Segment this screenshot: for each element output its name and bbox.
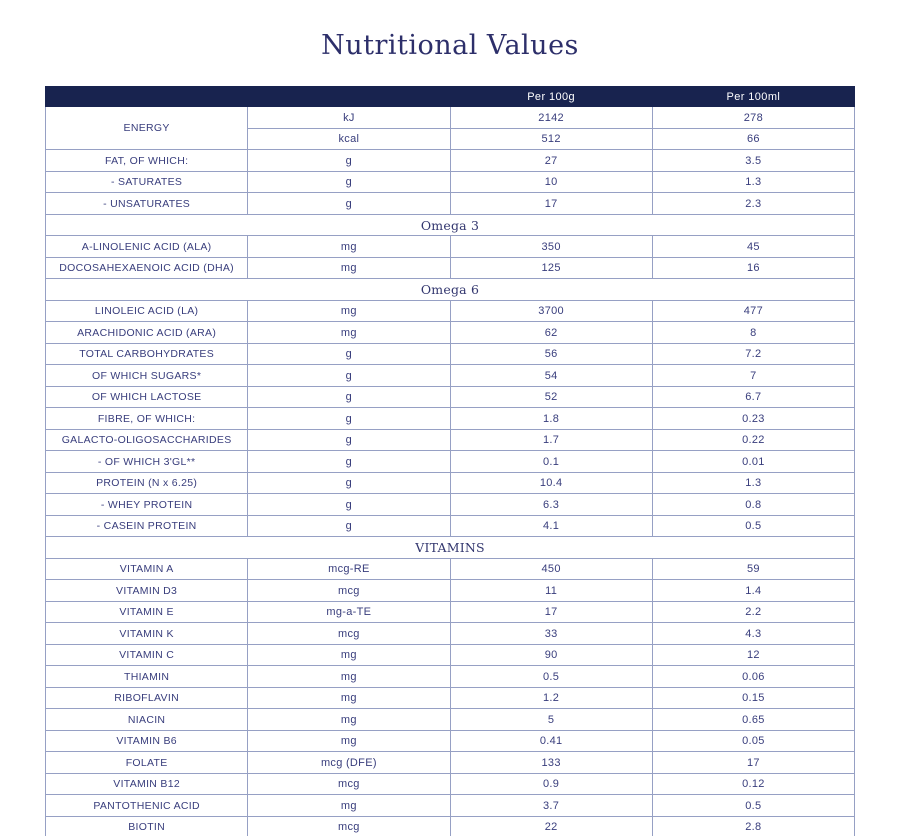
unit-cell: g bbox=[248, 515, 450, 537]
table-row bbox=[46, 558, 855, 580]
per-100g-value: 2142 bbox=[450, 107, 652, 129]
section-row bbox=[46, 214, 855, 236]
per-100ml-value: 16 bbox=[652, 257, 854, 279]
table-row bbox=[46, 644, 855, 666]
per-100ml-value: 8 bbox=[652, 322, 854, 344]
row-label: FAT, OF WHICH: bbox=[46, 150, 248, 172]
row-label: ARACHIDONIC ACID (ARA) bbox=[46, 322, 248, 344]
per-100ml-value: 0.01 bbox=[652, 451, 854, 473]
unit-cell: mcg bbox=[248, 816, 450, 836]
per-100g-value: 3.7 bbox=[450, 795, 652, 817]
row-label: ENERGY bbox=[46, 107, 248, 150]
unit-cell: kJ bbox=[248, 107, 450, 129]
per-100ml-value: 66 bbox=[652, 128, 854, 150]
table-row bbox=[46, 730, 855, 752]
table-row bbox=[46, 429, 855, 451]
table-row bbox=[46, 709, 855, 731]
row-label: BIOTIN bbox=[46, 816, 248, 836]
table-row bbox=[46, 580, 855, 602]
table-row bbox=[46, 451, 855, 473]
per-100g-value: 350 bbox=[450, 236, 652, 258]
per-100ml-value: 1.3 bbox=[652, 472, 854, 494]
unit-cell: mcg (DFE) bbox=[248, 752, 450, 774]
per-100g-value: 10.4 bbox=[450, 472, 652, 494]
unit-cell: g bbox=[248, 193, 450, 215]
row-label: VITAMIN A bbox=[46, 558, 248, 580]
row-label: FIBRE, OF WHICH: bbox=[46, 408, 248, 430]
per-100g-value: 1.2 bbox=[450, 687, 652, 709]
unit-cell: g bbox=[248, 494, 450, 516]
per-100ml-value: 2.2 bbox=[652, 601, 854, 623]
per-100ml-value: 45 bbox=[652, 236, 854, 258]
unit-cell: mg-a-TE bbox=[248, 601, 450, 623]
per-100g-value: 0.41 bbox=[450, 730, 652, 752]
per-100ml-value: 1.4 bbox=[652, 580, 854, 602]
row-label: THIAMIN bbox=[46, 666, 248, 688]
page-title: Nutritional Values bbox=[321, 30, 579, 61]
row-label: - OF WHICH 3'GL** bbox=[46, 451, 248, 473]
table-row bbox=[46, 300, 855, 322]
table-row bbox=[46, 687, 855, 709]
table-row bbox=[46, 408, 855, 430]
per-100g-value: 450 bbox=[450, 558, 652, 580]
table-row bbox=[46, 171, 855, 193]
row-label: NIACIN bbox=[46, 709, 248, 731]
per-100ml-value: 278 bbox=[652, 107, 854, 129]
unit-cell: mg bbox=[248, 709, 450, 731]
unit-cell: g bbox=[248, 472, 450, 494]
table-row bbox=[46, 472, 855, 494]
unit-cell: g bbox=[248, 365, 450, 387]
unit-cell: g bbox=[248, 171, 450, 193]
table-row bbox=[46, 257, 855, 279]
table-row bbox=[46, 816, 855, 836]
per-100g-value: 3700 bbox=[450, 300, 652, 322]
row-label: A-LINOLENIC ACID (ALA) bbox=[46, 236, 248, 258]
per-100g-value: 1.8 bbox=[450, 408, 652, 430]
per-100g-value: 33 bbox=[450, 623, 652, 645]
table-row bbox=[46, 494, 855, 516]
section-header: Omega 6 bbox=[46, 279, 855, 301]
per-100g-value: 90 bbox=[450, 644, 652, 666]
table-row bbox=[46, 773, 855, 795]
unit-cell: g bbox=[248, 343, 450, 365]
per-100ml-value: 7 bbox=[652, 365, 854, 387]
table-row bbox=[46, 515, 855, 537]
per-100ml-value: 4.3 bbox=[652, 623, 854, 645]
per-100ml-value: 0.65 bbox=[652, 709, 854, 731]
per-100ml-value: 12 bbox=[652, 644, 854, 666]
per-100ml-value: 7.2 bbox=[652, 343, 854, 365]
per-100g-value: 56 bbox=[450, 343, 652, 365]
header-empty-unit bbox=[248, 87, 450, 107]
table-row bbox=[46, 623, 855, 645]
table-row bbox=[46, 150, 855, 172]
section-row bbox=[46, 537, 855, 559]
per-100g-value: 6.3 bbox=[450, 494, 652, 516]
per-100g-value: 17 bbox=[450, 601, 652, 623]
table-row bbox=[46, 601, 855, 623]
section-row bbox=[46, 279, 855, 301]
per-100g-value: 4.1 bbox=[450, 515, 652, 537]
per-100ml-value: 1.3 bbox=[652, 171, 854, 193]
row-label: PROTEIN (N x 6.25) bbox=[46, 472, 248, 494]
per-100ml-value: 0.5 bbox=[652, 515, 854, 537]
row-label: VITAMIN B12 bbox=[46, 773, 248, 795]
row-label: RIBOFLAVIN bbox=[46, 687, 248, 709]
row-label: VITAMIN C bbox=[46, 644, 248, 666]
per-100g-value: 133 bbox=[450, 752, 652, 774]
per-100ml-value: 0.8 bbox=[652, 494, 854, 516]
row-label: GALACTO-OLIGOSACCHARIDES bbox=[46, 429, 248, 451]
row-label: VITAMIN D3 bbox=[46, 580, 248, 602]
per-100ml-value: 0.05 bbox=[652, 730, 854, 752]
table-header-row bbox=[46, 87, 855, 107]
unit-cell: mg bbox=[248, 257, 450, 279]
unit-cell: mcg-RE bbox=[248, 558, 450, 580]
per-100g-value: 1.7 bbox=[450, 429, 652, 451]
nutrition-table bbox=[45, 86, 855, 836]
per-100g-value: 17 bbox=[450, 193, 652, 215]
per-100g-value: 0.9 bbox=[450, 773, 652, 795]
unit-cell: mcg bbox=[248, 580, 450, 602]
per-100g-value: 52 bbox=[450, 386, 652, 408]
per-100ml-value: 2.8 bbox=[652, 816, 854, 836]
per-100ml-value: 0.5 bbox=[652, 795, 854, 817]
unit-cell: kcal bbox=[248, 128, 450, 150]
table-row bbox=[46, 795, 855, 817]
per-100ml-value: 6.7 bbox=[652, 386, 854, 408]
unit-cell: mg bbox=[248, 795, 450, 817]
table-row bbox=[46, 752, 855, 774]
table-row bbox=[46, 193, 855, 215]
row-label: - UNSATURATES bbox=[46, 193, 248, 215]
per-100ml-value: 59 bbox=[652, 558, 854, 580]
unit-cell: mcg bbox=[248, 623, 450, 645]
per-100ml-value: 0.06 bbox=[652, 666, 854, 688]
header-per-100g: Per 100g bbox=[450, 87, 652, 107]
table-row bbox=[46, 343, 855, 365]
table-row bbox=[46, 365, 855, 387]
unit-cell: mcg bbox=[248, 773, 450, 795]
row-label: OF WHICH LACTOSE bbox=[46, 386, 248, 408]
row-label: PANTOTHENIC ACID bbox=[46, 795, 248, 817]
row-label: - SATURATES bbox=[46, 171, 248, 193]
unit-cell: mg bbox=[248, 730, 450, 752]
unit-cell: g bbox=[248, 451, 450, 473]
row-label: VITAMIN E bbox=[46, 601, 248, 623]
unit-cell: g bbox=[248, 408, 450, 430]
per-100ml-value: 0.15 bbox=[652, 687, 854, 709]
per-100ml-value: 0.22 bbox=[652, 429, 854, 451]
unit-cell: mg bbox=[248, 644, 450, 666]
row-label: FOLATE bbox=[46, 752, 248, 774]
row-label: - WHEY PROTEIN bbox=[46, 494, 248, 516]
unit-cell: g bbox=[248, 386, 450, 408]
unit-cell: mg bbox=[248, 300, 450, 322]
per-100ml-value: 0.12 bbox=[652, 773, 854, 795]
per-100g-value: 0.5 bbox=[450, 666, 652, 688]
unit-cell: mg bbox=[248, 666, 450, 688]
header-per-100ml: Per 100ml bbox=[652, 87, 854, 107]
per-100g-value: 27 bbox=[450, 150, 652, 172]
header-empty-label bbox=[46, 87, 248, 107]
row-label: DOCOSAHEXAENOIC ACID (DHA) bbox=[46, 257, 248, 279]
section-header: VITAMINS bbox=[46, 537, 855, 559]
per-100g-value: 512 bbox=[450, 128, 652, 150]
per-100g-value: 54 bbox=[450, 365, 652, 387]
table-row bbox=[46, 107, 855, 129]
unit-cell: mg bbox=[248, 322, 450, 344]
per-100ml-value: 477 bbox=[652, 300, 854, 322]
row-label: LINOLEIC ACID (LA) bbox=[46, 300, 248, 322]
row-label: - CASEIN PROTEIN bbox=[46, 515, 248, 537]
row-label: VITAMIN K bbox=[46, 623, 248, 645]
row-label: VITAMIN B6 bbox=[46, 730, 248, 752]
per-100g-value: 125 bbox=[450, 257, 652, 279]
row-label: OF WHICH SUGARS* bbox=[46, 365, 248, 387]
per-100ml-value: 0.23 bbox=[652, 408, 854, 430]
per-100g-value: 5 bbox=[450, 709, 652, 731]
unit-cell: mg bbox=[248, 236, 450, 258]
per-100g-value: 11 bbox=[450, 580, 652, 602]
per-100g-value: 0.1 bbox=[450, 451, 652, 473]
table-row bbox=[46, 666, 855, 688]
unit-cell: g bbox=[248, 150, 450, 172]
per-100ml-value: 3.5 bbox=[652, 150, 854, 172]
per-100ml-value: 2.3 bbox=[652, 193, 854, 215]
per-100g-value: 10 bbox=[450, 171, 652, 193]
per-100g-value: 22 bbox=[450, 816, 652, 836]
table-body bbox=[46, 107, 855, 836]
section-header: Omega 3 bbox=[46, 214, 855, 236]
table-row bbox=[46, 386, 855, 408]
per-100g-value: 62 bbox=[450, 322, 652, 344]
unit-cell: g bbox=[248, 429, 450, 451]
per-100ml-value: 17 bbox=[652, 752, 854, 774]
table-row bbox=[46, 322, 855, 344]
unit-cell: mg bbox=[248, 687, 450, 709]
table-row bbox=[46, 236, 855, 258]
row-label: TOTAL CARBOHYDRATES bbox=[46, 343, 248, 365]
